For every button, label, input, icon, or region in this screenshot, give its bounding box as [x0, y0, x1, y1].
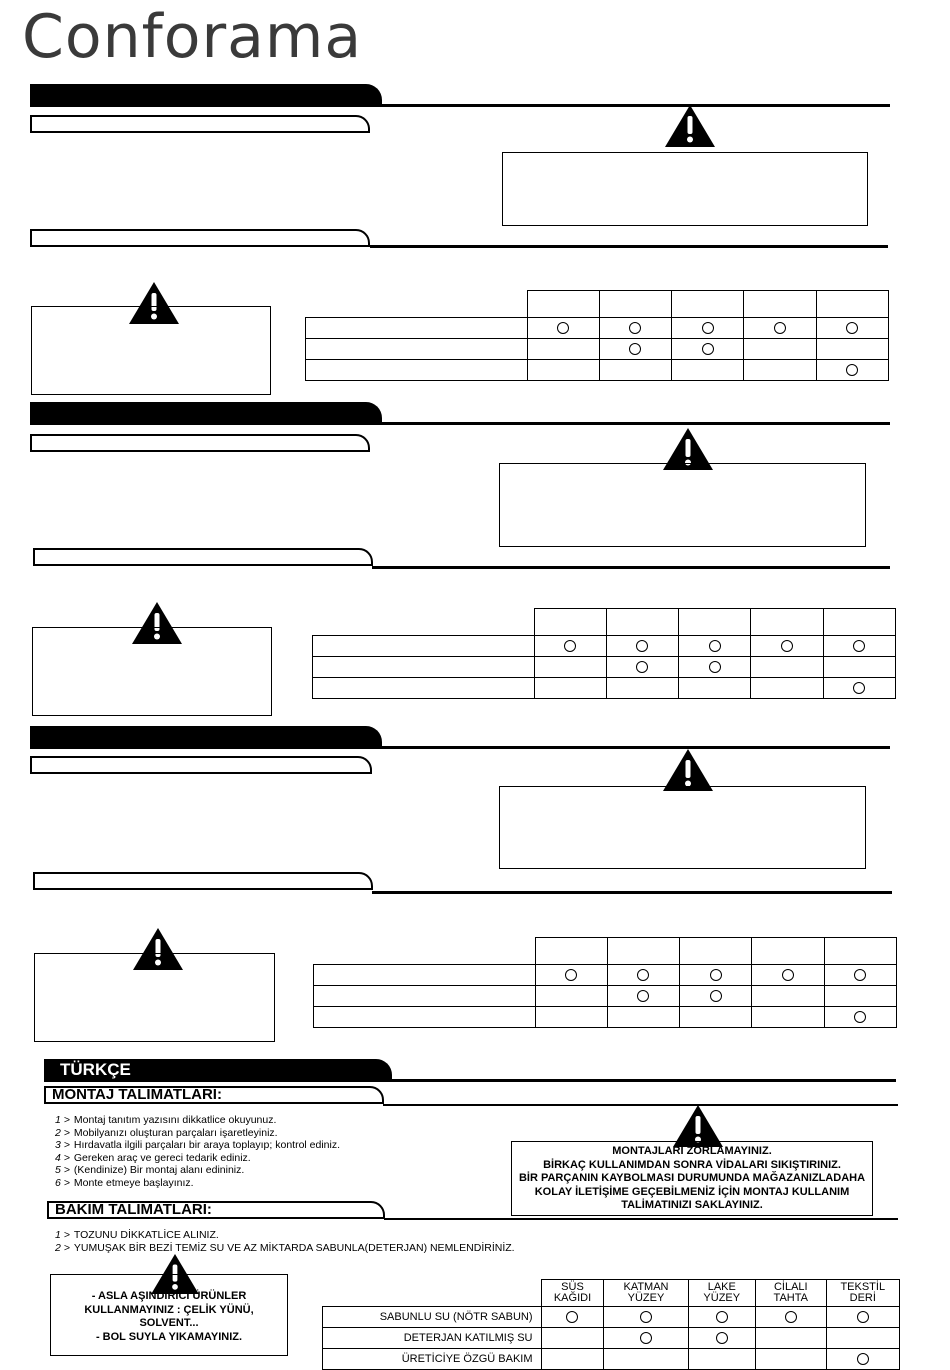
- section-rule: [44, 1079, 896, 1082]
- care-warning-box: [34, 953, 275, 1042]
- section-rule: [370, 245, 888, 248]
- warning-line: MONTAJLARI ZORLAMAYINIZ.: [612, 1145, 772, 1157]
- check-circle-icon: [782, 969, 794, 981]
- list-item: 3 > Hırdavatla ilgili parçaları bir araya toplayıp; kontrol ediniz.: [55, 1139, 341, 1152]
- column-header: TEKSTİL DERİ: [826, 1280, 899, 1307]
- check-circle-icon: [785, 1311, 797, 1323]
- check-circle-icon: [846, 322, 858, 334]
- care-warning-text: [50, 1290, 288, 1344]
- table-row: [313, 657, 896, 678]
- section-rule: [383, 1104, 898, 1106]
- check-circle-icon: [710, 990, 722, 1002]
- check-circle-icon: [710, 969, 722, 981]
- section-rule: [30, 104, 890, 107]
- language-tab: [30, 402, 382, 424]
- check-circle-icon: [709, 661, 721, 673]
- section-rule: [384, 1218, 898, 1220]
- language-tab: [30, 84, 382, 106]
- table-row: [323, 1328, 900, 1349]
- row-label: ÜRETİCİYE ÖZGÜ BAKIM: [323, 1349, 542, 1370]
- table-row: [323, 1307, 900, 1328]
- section-rule: [372, 891, 892, 894]
- warning-icon: [665, 105, 715, 147]
- assembly-heading: [30, 434, 370, 452]
- assembly-warning-box: [499, 786, 866, 869]
- check-circle-icon: [564, 640, 576, 652]
- list-item: 2 > YUMUŞAK BİR BEZİ TEMİZ SU VE AZ MİKTARDA SABUNLA(DETERJAN) NEMLENDİRİNİZ.: [55, 1241, 515, 1254]
- assembly-warning-text: [511, 1145, 873, 1213]
- list-item: 4 > Gereken araç ve gereci tedarik ediniz.: [55, 1151, 251, 1164]
- check-circle-icon: [702, 343, 714, 355]
- assembly-steps-list: [55, 1114, 340, 1190]
- check-circle-icon: [557, 322, 569, 334]
- row-label: SABUNLU SU (NÖTR SABUN): [323, 1307, 542, 1328]
- warning-line: SOLVENT...: [139, 1317, 199, 1330]
- assembly-heading: [30, 115, 370, 133]
- table-row: [314, 965, 897, 986]
- check-circle-icon: [629, 343, 641, 355]
- care-heading: BAKIM TALİMATLARI:: [47, 1201, 385, 1219]
- check-circle-icon: [716, 1311, 728, 1323]
- assembly-warning-box: [502, 152, 868, 226]
- assembly-heading: [30, 756, 372, 774]
- check-circle-icon: [640, 1332, 652, 1344]
- check-circle-icon: [716, 1332, 728, 1344]
- table-row: [313, 636, 896, 657]
- care-steps-list: [55, 1229, 515, 1254]
- check-circle-icon: [857, 1353, 869, 1365]
- table-row: [306, 318, 889, 339]
- section-rule: [30, 422, 890, 425]
- language-tab-turkish: TÜRKÇE: [44, 1059, 392, 1081]
- list-item: 5 > (Kendinize) Bir montaj alanı edininiz.: [55, 1164, 245, 1177]
- list-item: 1 > TOZUNU DİKKATLİCE ALINIZ.: [55, 1229, 219, 1241]
- care-heading: [30, 229, 370, 247]
- section-rule: [30, 746, 890, 749]
- section-rule: [372, 566, 890, 569]
- table-row: [306, 339, 889, 360]
- care-heading: [33, 872, 373, 890]
- check-circle-icon: [781, 640, 793, 652]
- check-circle-icon: [846, 364, 858, 376]
- column-header: LAKE YÜZEY: [688, 1280, 755, 1307]
- warning-line: - ASLA AŞINDIRICI ÜRÜNLER: [91, 1290, 247, 1302]
- column-header: SÜS KAĞIDI: [541, 1280, 604, 1307]
- warning-line: KOLAY İLETİŞİME GEÇEBİLMENİZ İÇİN MONTAJ KULLANIM: [534, 1185, 850, 1198]
- care-table: [305, 290, 889, 381]
- column-header: KATMAN YÜZEY: [604, 1280, 688, 1307]
- check-circle-icon: [565, 969, 577, 981]
- warning-icon: [663, 749, 713, 791]
- check-circle-icon: [637, 969, 649, 981]
- row-label: DETERJAN KATILMIŞ SU: [323, 1328, 542, 1349]
- check-circle-icon: [566, 1311, 578, 1323]
- table-row: [323, 1349, 900, 1370]
- check-circle-icon: [702, 322, 714, 334]
- language-tab: [30, 726, 382, 748]
- care-heading: [33, 548, 373, 566]
- check-circle-icon: [854, 969, 866, 981]
- care-warning-box: [31, 306, 271, 395]
- check-circle-icon: [774, 322, 786, 334]
- check-circle-icon: [853, 682, 865, 694]
- warning-line: TALİMATINIZI SAKLAYINIZ.: [621, 1199, 763, 1212]
- warning-line: - BOL SUYLA YIKAMAYINIZ.: [95, 1330, 243, 1343]
- care-warning-box: [32, 627, 272, 716]
- care-table: [313, 937, 897, 1028]
- care-table: [312, 608, 896, 699]
- list-item: 2 > Mobilyanızı oluşturan parçaları işaretleyiniz.: [55, 1126, 278, 1139]
- check-circle-icon: [640, 1311, 652, 1323]
- list-item: 1 > Montaj tanıtım yazısını dikkatlice okuyunuz.: [55, 1114, 277, 1126]
- check-circle-icon: [853, 640, 865, 652]
- warning-line: BİR PARÇANIN KAYBOLMASI DURUMUNDA MAĞAZANIZLADAHA: [518, 1172, 866, 1185]
- assembly-warning-box: [499, 463, 866, 547]
- table-row: [314, 1007, 897, 1028]
- care-table-turkish: [322, 1279, 900, 1370]
- table-row: [313, 678, 896, 699]
- check-circle-icon: [636, 661, 648, 673]
- warning-line: BİRKAÇ KULLANIMDAN SONRA VİDALARI SIKIŞTIRINIZ.: [543, 1158, 841, 1171]
- table-row: [306, 360, 889, 381]
- column-header: CİLALI TAHTA: [756, 1280, 827, 1307]
- check-circle-icon: [629, 322, 641, 334]
- check-circle-icon: [637, 990, 649, 1002]
- check-circle-icon: [636, 640, 648, 652]
- brand-logo: Conforama: [22, 2, 363, 72]
- check-circle-icon: [709, 640, 721, 652]
- assembly-heading: MONTAJ TALİMATLARI:: [44, 1086, 384, 1104]
- warning-line: KULLANMAYINIZ : ÇELİK YÜNÜ,: [84, 1303, 254, 1316]
- check-circle-icon: [854, 1011, 866, 1023]
- check-circle-icon: [857, 1311, 869, 1323]
- table-row: [314, 986, 897, 1007]
- list-item: 6 > Monte etmeye başlayınız.: [55, 1176, 194, 1189]
